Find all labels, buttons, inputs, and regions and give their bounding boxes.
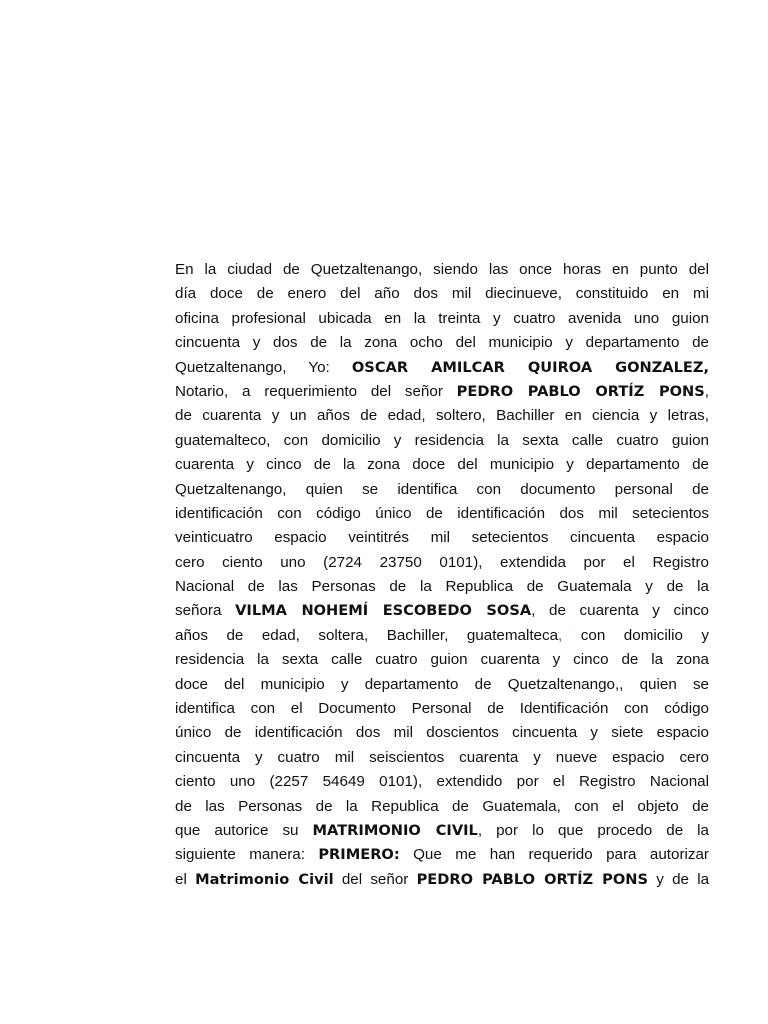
text-segment: de cuarenta y un años de edad, soltero, Bachiller en ciencia y letras,	[175, 407, 709, 425]
text-segment: oficina profesional ubicada en la treinta y cuatro avenida uno guion	[175, 309, 709, 327]
text-segment: guatemalteco, con domicilio y residencia la sexta calle cuatro guion	[175, 431, 709, 449]
text-line	[175, 453, 709, 477]
text-line	[175, 307, 709, 331]
text-line	[175, 721, 709, 745]
text-segment: ,	[704, 382, 710, 400]
text-segment: veinticuatro espacio veintitrés mil setecientos cincuenta espacio	[175, 529, 709, 547]
text-segment: Que me han requerido para autorizar	[399, 846, 709, 864]
bold-text-segment: OSCAR AMILCAR QUIROA GONZALEZ,	[351, 358, 709, 376]
text-segment: cuarenta y cinco de la zona doce del municipio y departamento de	[175, 456, 709, 474]
text-segment: Notario, a requerimiento del señor	[175, 382, 457, 400]
text-line	[175, 282, 709, 306]
text-segment: el	[175, 870, 196, 888]
text-segment: años de edad, soltera, Bachiller, guatemalteca	[175, 626, 559, 644]
text-segment: , de cuarenta y cinco	[531, 602, 709, 620]
text-segment: Quetzaltenango, Yo:	[175, 358, 352, 376]
text-segment: del señor	[333, 870, 417, 888]
bold-text-segment: VILMA NOHEMÍ ESCOBEDO SOSA	[235, 602, 532, 620]
text-segment: día doce de enero del año dos mil diecinueve, constituido en mi	[175, 285, 709, 303]
text-line	[175, 575, 709, 599]
text-segment: que autorice su	[175, 821, 313, 839]
text-segment: identifica con el Documento Personal de Identificación con código	[175, 700, 709, 718]
text-line	[175, 599, 709, 623]
text-line	[175, 648, 709, 672]
text-line	[175, 746, 709, 770]
text-line	[175, 331, 709, 355]
text-segment: de las Personas de la Republica de Guatemala, con el objeto de	[175, 797, 709, 815]
text-line	[175, 868, 709, 892]
text-line	[175, 258, 709, 282]
text-line	[175, 502, 709, 526]
text-line	[175, 356, 709, 380]
text-segment: , por lo que procedo de la	[477, 821, 709, 839]
highlighted-punctuation: ,	[558, 626, 563, 644]
bold-text-segment: PRIMERO:	[318, 846, 400, 864]
text-segment: identificación con código único de identificación dos mil setecientos	[175, 504, 709, 522]
text-segment: señora	[175, 602, 236, 620]
text-segment: cincuenta y cuatro mil seiscientos cuarenta y nueve espacio cero	[175, 748, 709, 766]
text-segment: siguiente manera:	[175, 846, 319, 864]
text-line	[175, 770, 709, 794]
text-line	[175, 697, 709, 721]
text-line	[175, 843, 709, 867]
text-segment: y de la	[648, 870, 710, 888]
text-line	[175, 526, 709, 550]
text-segment: único de identificación dos mil doscientos cincuenta y siete espacio	[175, 724, 709, 742]
text-line	[175, 404, 709, 428]
text-segment: Nacional de las Personas de la Republica de Guatemala y de la	[175, 578, 709, 596]
text-line	[175, 624, 709, 648]
text-line	[175, 795, 709, 819]
text-line	[175, 429, 709, 453]
text-line	[175, 673, 709, 697]
bold-text-segment: MATRIMONIO CIVIL	[312, 821, 478, 839]
text-segment: ciento uno (2257 54649 0101), extendido por el Registro Nacional	[175, 773, 709, 791]
text-line	[175, 478, 709, 502]
text-segment: cero ciento uno (2724 23750 0101), extendida por el Registro	[175, 553, 709, 571]
text-segment: cincuenta y dos de la zona ocho del municipio y departamento de	[175, 334, 709, 352]
text-segment: doce del municipio y departamento de Quetzaltenango,, quien se	[175, 675, 709, 693]
text-segment: con domicilio y	[562, 626, 709, 644]
text-segment: En la ciudad de Quetzaltenango, siendo las once horas en punto del	[175, 261, 709, 278]
text-segment: Quetzaltenango, quien se identifica con documento personal de	[175, 480, 709, 498]
document-body	[175, 258, 709, 892]
text-segment: residencia la sexta calle cuatro guion cuarenta y cinco de la zona	[175, 651, 709, 669]
text-line	[175, 380, 709, 404]
bold-text-segment: PEDRO PABLO ORTÍZ PONS	[416, 870, 649, 888]
bold-text-segment: PEDRO PABLO ORTÍZ PONS	[456, 382, 705, 400]
text-line	[175, 551, 709, 575]
bold-text-segment: Matrimonio Civil	[195, 870, 334, 888]
text-line	[175, 819, 709, 843]
